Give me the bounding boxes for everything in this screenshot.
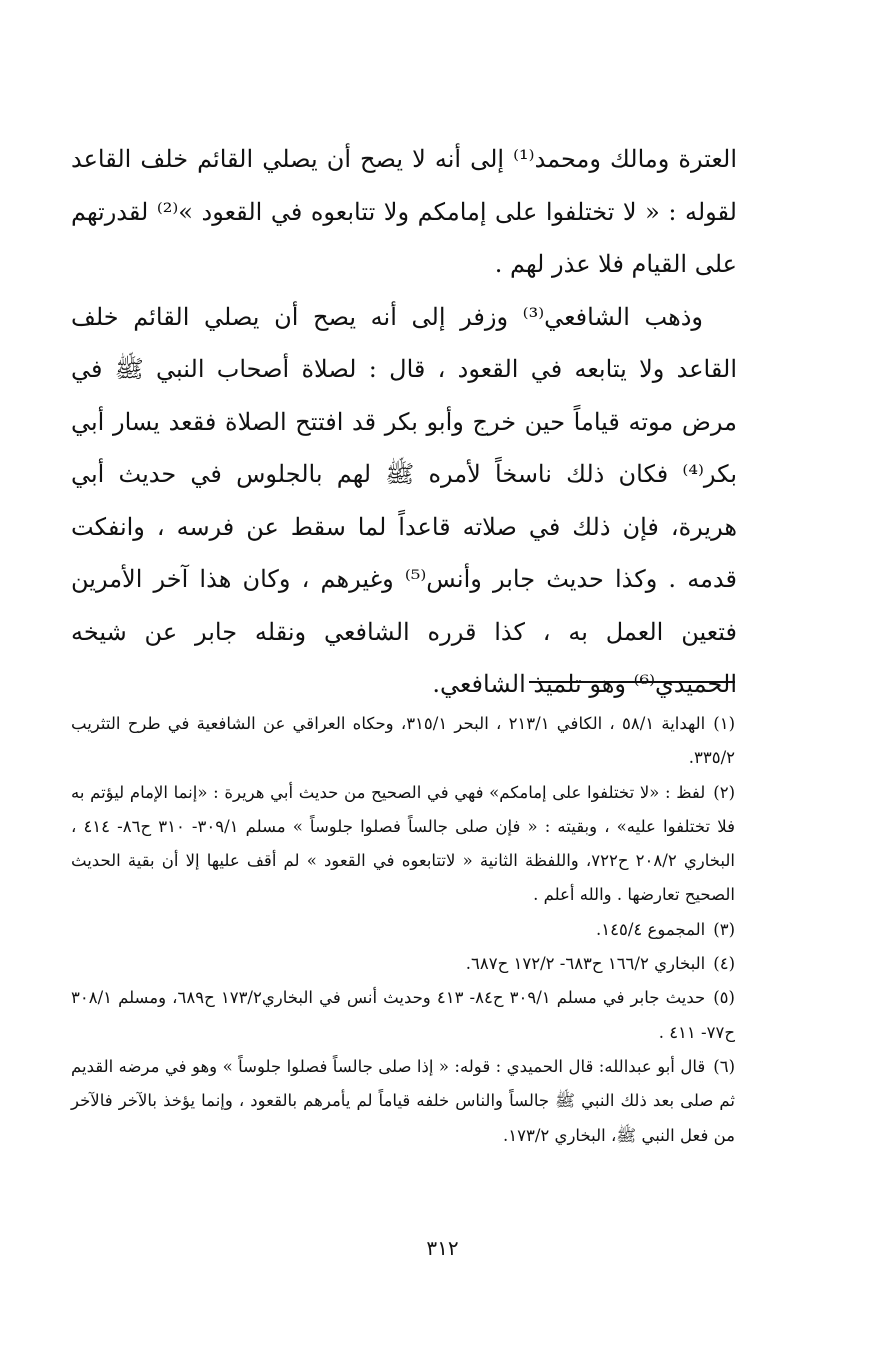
footnote-text: الهداية ٥٨/١ ، الكافي ٢١٣/١ ، البحر ٣١٥/١، وحكاه العراقي عن الشافعية في طرح التثريب ٣٣٥/٢. xyxy=(71,714,735,768)
footnote-number: (٥) xyxy=(713,988,735,1008)
footnote-number: (٤) xyxy=(713,954,735,974)
paragraph-1: العترة ومالك ومحمد⁽¹⁾ إلى أنه لا يصح أن يصلي القائم خلف القاعد لقوله : « لا تختلفوا على إمامكم ولا تتابعوه في القعود »⁽²⁾ لقدرتهم على القيام فلا عذر لهم . xyxy=(71,145,737,278)
footnote-3 xyxy=(71,913,735,947)
footnote-number: (٢) xyxy=(713,782,735,802)
footnote-4 xyxy=(71,947,735,981)
footnote-number: (٦) xyxy=(713,1056,735,1076)
footnote-5 xyxy=(71,981,735,1050)
main-text xyxy=(71,133,737,711)
footnote-separator xyxy=(529,681,735,683)
paragraph-2: وذهب الشافعي⁽³⁾ وزفر إلى أنه يصح أن يصلي القائم خلف القاعد ولا يتابعه في القعود ، قال : لصلاة أصحاب النبي ﷺ في مرض موته قياماً حين خرج وأبو بكر قد افتتح الصلاة فقعد يسار أبي بكر⁽⁴⁾ فكان ذلك ناسخاً لأمره ﷺ لهم بالجلوس في حديث أبي هريرة، فإن ذلك في صلاته قاعداً لما سقط عن فرسه ، وانفكت قدمه . وكذا حديث جابر وأنس⁽⁵⁾ وغيرهم ، وكان هذا آخر الأمرين فتعين العمل به ، كذا قرره الشافعي ونقله جابر عن شيخه الحميدي⁽⁶⁾ وهو تلميذ الشافعي. xyxy=(71,302,738,698)
page-number: ٣١٢ xyxy=(426,1236,459,1260)
footnote-text: لفظ : «لا تختلفوا على إمامكم» فهي في الصحيح من حديث أبي هريرة : «إنما الإمام ليؤتم به فلا تختلفوا عليه» ، وبقيته : « فإن صلى جالساً فصلوا جلوساً » مسلم ٣٠٩/١- ٣١٠ ح٨٦- ٤١٤ ، البخاري ٢٠٨/٢ ح٧٢٢، واللفظة الثانية « لاتتابعوه في القعود » لم أقف عليها إلا أن بقية الحديث الصحيح تعارضها . والله أعلم . xyxy=(71,782,735,905)
footnotes xyxy=(71,707,735,1153)
footnote-text: المجموع ١٤٥/٤. xyxy=(596,919,706,939)
footnote-text: حديث جابر في مسلم ٣٠٩/١ ح٨٤- ٤١٣ وحديث أنس في البخاري١٧٣/٢ ح٦٨٩، ومسلم ٣٠٨/١ ح٧٧- ٤١١ . xyxy=(71,988,735,1042)
footnote-number: (١) xyxy=(713,714,736,733)
footnote-6 xyxy=(71,1050,735,1153)
footnote-text: البخاري ١٦٦/٢ ح٦٨٣- ١٧٢/٢ ح٦٨٧. xyxy=(465,954,706,974)
footnote-2 xyxy=(71,776,735,913)
footnote-1 xyxy=(71,707,735,776)
footnote-number: (٣) xyxy=(713,919,735,939)
footnote-text: قال أبو عبدالله: قال الحميدي : قوله: « إذا صلى جالساً فصلوا جلوساً » وهو في مرضه القديم ثم صلى بعد ذلك النبي ﷺ جالساً والناس خلفه قياماً لم يأمرهم بالقعود ، وإنما يؤخذ بالآخر فالآخر من فعل النبي ﷺ، البخاري ١٧٣/٢. xyxy=(71,1056,735,1145)
